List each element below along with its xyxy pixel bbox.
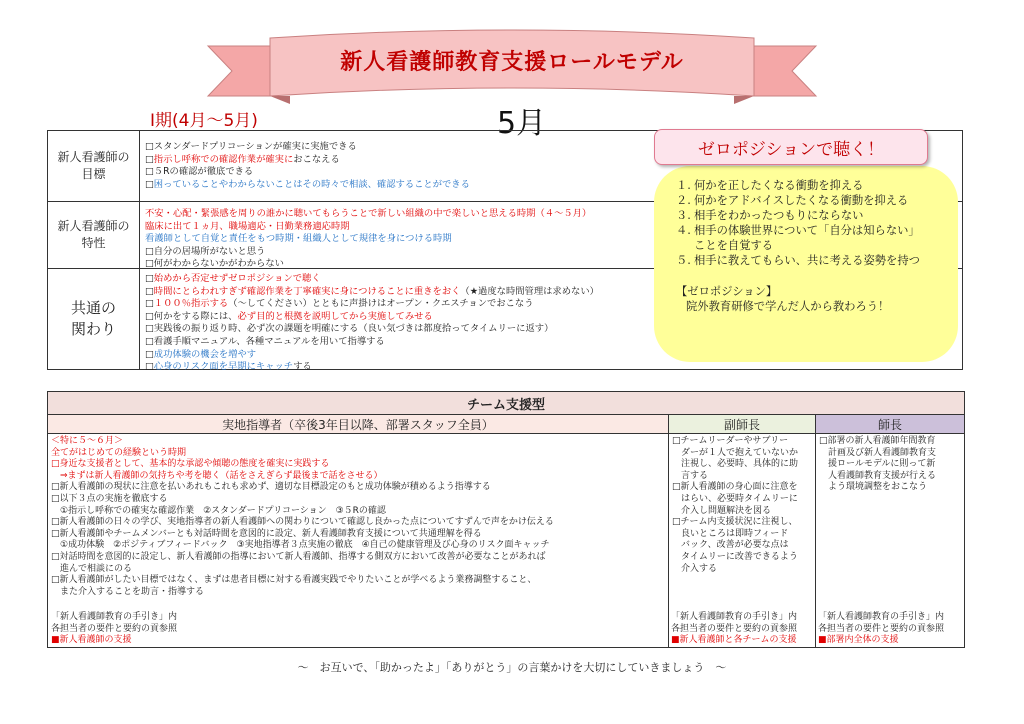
vice-manager-duties — [669, 435, 815, 576]
period-label: Ⅰ期(4月～5月) — [150, 111, 258, 131]
common-item: □始めから否定せずゼロポジションで聴く — [145, 273, 321, 284]
page-title: 新人看護師教育支援ロールモデル — [340, 50, 684, 75]
common-item: □何かをする際には、必ず目的と根拠を説明してから実施してみせる — [145, 310, 433, 322]
duty-item: 援ロールモデルに則って新 — [819, 459, 936, 470]
duty-item: 計画及び新人看護師教育支 — [819, 447, 937, 458]
common-item: □心身のリスク面を早期にキャッチする — [145, 361, 312, 373]
duty-item: バック、改善が必要な点は — [672, 540, 789, 551]
duty-item: □身近な支援者として、基本的な承認や傾聴の態度を確実に実践する — [51, 459, 330, 470]
duty-item: 人看護師教育支援が行える — [819, 470, 937, 481]
reference-note: 「新人看護師教育の手引き」内 各担当者の要件と要約の貢参照 ■新人看護師と各チームの支援 — [671, 612, 798, 646]
zero-position-title: 【ゼロポジション】 — [676, 285, 778, 298]
duty-item: □部署の新人看護師年間教育 — [819, 436, 936, 446]
common-item: □時間にとらわれすぎず確認作業を丁寧確実に身につけることに重きをおく（★過度な時間管理は求めない） — [145, 285, 599, 297]
duty-item: 介入し問題解決を図る — [672, 505, 772, 516]
callout-title: ゼロポジションで聴く！ — [654, 129, 928, 165]
duty-item: 良いところは即時フィード — [672, 528, 789, 539]
duty-item: 全てがはじめての経験という時期 — [51, 447, 187, 458]
month-label: 5月 — [497, 106, 547, 141]
traits-label: 新人看護師の 特性 — [48, 202, 140, 268]
goal-item: □困っていることやわからないことはその時々で相談、確認することができる — [145, 178, 470, 190]
duty-item: ①成功体験 ②ポジティブフィードバック ③実地指導者３点実施の徹底 ④自己の健康管理及び心身のリスク面キャッチ — [51, 540, 550, 551]
common-item: □実践後の振り返り時、必ず次の課題を明確にする（良い気づきは都度拾ってタイムリーに返す） — [145, 323, 554, 335]
col-head-manager: 師長 — [816, 415, 964, 434]
goal-label: 新人看護師の 目標 — [48, 131, 140, 201]
traits-item: 看護師として自覚と責任をもつ時期・組織人として規律を身につける時期 — [145, 233, 452, 245]
zero-position-callout — [654, 166, 958, 362]
callout-item: ３. 相手をわかったつもりにならない — [676, 209, 864, 222]
duty-item: 介入する — [672, 563, 718, 574]
reference-note: 「新人看護師教育の手引き」内 各担当者の要件と要約の貢参照 ■新人看護師の支援 — [51, 612, 178, 646]
duty-item: □以下３点の実施を徹底する — [51, 493, 168, 504]
duty-item: 進んで相談にのる — [51, 563, 133, 574]
duty-item: タイムリーに改善できるよう — [672, 551, 798, 562]
goal-item: □５Rの確認が徹底できる — [145, 166, 254, 178]
duty-item: □対話時間を意図的に設定し、新人看護師の指導において新人看護師、指導する側双方において改善が必要なことがあれば — [51, 551, 546, 562]
duty-item: 言する — [672, 470, 709, 481]
instructor-duties — [48, 435, 668, 599]
team-support-table — [47, 391, 965, 648]
callout-item: ２. 何かをアドバイスしたくなる衝動を抑える — [676, 194, 909, 207]
duty-item: □新人看護師やチームメンバーとも対話時間を意図的に設定、新人看護師教育支援について共通理解を得る — [51, 528, 482, 539]
duty-item: 注視し、必要時、具体的に助 — [672, 459, 799, 470]
callout-item: １. 何かを正したくなる衝動を抑える — [676, 179, 864, 192]
duty-item: また介入することを助言・指導する — [51, 586, 205, 597]
duty-item: □チームリーダーやサブリー — [672, 436, 789, 446]
callout-item: ４. 相手の体験世界について「自分は知らない」 — [676, 224, 920, 237]
col-head-instructor: 実地指導者（卒後3年目以降、部署スタッフ全員） — [48, 415, 668, 434]
duty-item: ①指示し呼称での確実な確認作業 ②スタンダードプリコーション ③５Rの確認 — [51, 505, 386, 516]
duty-item: □チーム内支援状況に注視し、 — [672, 517, 798, 528]
col-head-vice-manager: 副師長 — [669, 415, 815, 434]
common-label: 共通の 関わり — [48, 269, 140, 369]
zero-position-body: 院外教育研修で学んだ人から教わろう！ — [686, 300, 890, 313]
reference-note: 「新人看護師教育の手引き」内 各担当者の要件と要約の貢参照 ■部署内全体の支援 — [818, 612, 945, 646]
manager-duties — [816, 435, 964, 495]
duty-item: ⇒まずは新人看護師の気持ちや考を聴く（話をさえぎらず最後まで話をさせる） — [51, 470, 383, 481]
duty-item: はらい、必要時タイムリーに — [672, 493, 798, 504]
common-item: □成功体験の機会を増やす — [145, 348, 257, 360]
common-item: □１００％指示する（～してください）とともに声掛けはオープン・クエスチョンでおこなう — [145, 298, 534, 310]
team-title: チーム支援型 — [48, 392, 964, 415]
duty-item: □新人看護師の身心面に注意を — [672, 482, 798, 493]
goal-item: □スタンダードプリコーションが確実に実施できる — [145, 141, 357, 152]
footer-message: ～ お互いで、「助かったよ」「ありがとう」の言葉かけを大切にしていきましょう ～ — [297, 661, 727, 674]
callout-item: ５. 相手に教えてもらい、共に考える姿勢を持つ — [676, 254, 920, 267]
goal-item: □指示し呼称での確認作業が確実におこなえる — [145, 153, 340, 165]
traits-item: 臨床に出て１ヵ月、職場適応・日勤業務適応時期 — [145, 220, 350, 232]
traits-item: 不安・心配・緊張感を周りの誰かに聴いてもらうことで新しい組織の中で楽しいと思える時期（４～５月） — [145, 208, 592, 219]
duty-item: ダーが１人で抱えていないか — [672, 447, 799, 458]
duty-item: ＜特に５～６月＞ — [51, 436, 124, 446]
traits-item: □何がわからないかがわからない — [145, 258, 284, 270]
duty-item: □新人看護師の日々の学び、実地指導者の新人看護師への関わりについて確認し良かった点についてすずんで声をかけ伝える — [51, 517, 554, 528]
callout-item: ことを自覚する — [694, 239, 774, 252]
traits-item: □自分の居場所がないと思う — [145, 245, 266, 257]
duty-item: □新人看護師がしたい目標ではなく、まずは患者目標に対する看護実践でやりたいことが学べるよう業務調整すること、 — [51, 575, 537, 586]
duty-item: よう環境調整をおこなう — [819, 482, 928, 493]
common-item: □看護手順マニュアル、各種マニュアルを用いて指導する — [145, 335, 385, 347]
duty-item: □新人看護師の現状に注意を払いあれもこれも求めず、適切な目標設定のもと成功体験が積めるよう指導する — [51, 482, 491, 493]
